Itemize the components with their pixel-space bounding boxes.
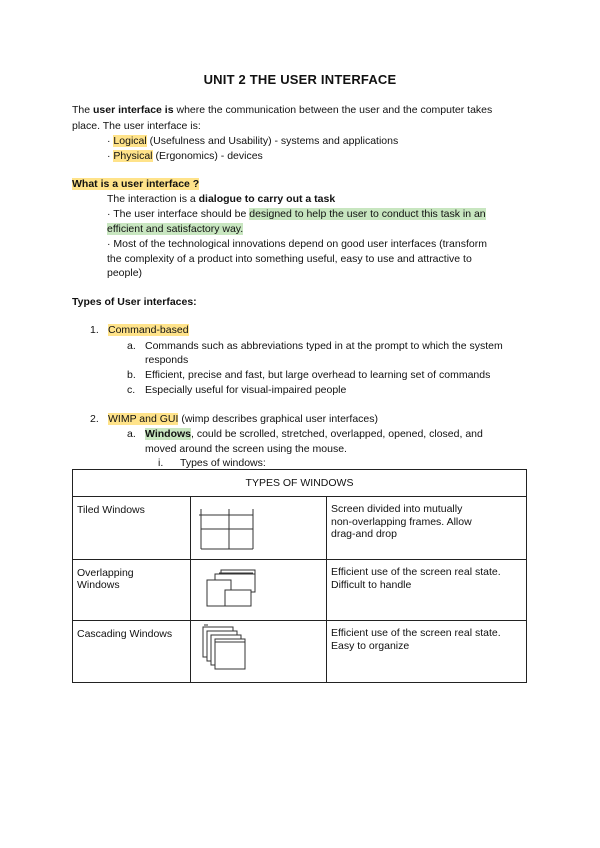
intro-line-2: place. The user interface is: xyxy=(72,120,201,132)
wimp-subsub-number: i. xyxy=(158,457,164,469)
desc-line: Efficient use of the screen real state. xyxy=(331,566,501,578)
row-name-tiled: Tiled Windows xyxy=(73,497,191,560)
row-icon-cell xyxy=(191,497,327,560)
item-text: (Usefulness and Usability) - systems and applications xyxy=(146,135,399,147)
list-number: 2. xyxy=(90,413,99,425)
desc-line: Efficient use of the screen real state. xyxy=(331,627,501,639)
section-heading-types xyxy=(72,296,197,308)
row-icon-cell xyxy=(191,621,327,683)
highlight-wimp-gui: WIMP and GUI xyxy=(108,413,179,425)
intro-line-1 xyxy=(72,104,492,116)
heading-text: Types of User interfaces: xyxy=(72,296,197,308)
highlight-command-based: Command-based xyxy=(108,324,189,336)
bullet: · xyxy=(107,135,114,147)
text: The interaction is a xyxy=(107,193,199,205)
what-is-line-2 xyxy=(107,208,486,220)
row-icon-cell xyxy=(191,560,327,621)
intro-bold-term: user interface is xyxy=(93,104,174,116)
page-title: UNIT 2 THE USER INTERFACE xyxy=(203,72,397,87)
row-name-cascading: Cascading Windows xyxy=(73,621,191,683)
heading-text: What is a user interface ? xyxy=(72,178,200,190)
tiled-windows-icon xyxy=(191,497,326,559)
overlapping-windows-icon xyxy=(191,560,326,620)
text: · The user interface should be xyxy=(107,208,250,220)
row-desc-cell xyxy=(327,621,527,683)
sub-item-a-line-2: responds xyxy=(145,354,189,366)
sub-item-b-letter: b. xyxy=(127,369,136,381)
row-name-line: Overlapping xyxy=(77,567,134,579)
highlight-logical: Logical xyxy=(113,135,147,147)
desc-line: Difficult to handle xyxy=(331,578,412,591)
sub-item-c-line-1: Especially useful for visual-impaired people xyxy=(145,384,347,396)
what-is-line-6: people) xyxy=(107,267,143,279)
desc-line: non-overlapping frames. Allow xyxy=(331,515,472,528)
sub-item-b-line-1: Efficient, precise and fast, but large overhead to learning set of commands xyxy=(145,369,491,381)
bullet: · xyxy=(107,150,114,162)
what-is-line-4: · Most of the technological innovations depend on good user interfaces (transform xyxy=(107,238,487,250)
desc-line: drag-and drop xyxy=(331,528,397,540)
list-item-wimp-gui xyxy=(90,413,378,425)
intro-text: where the communication between the user and the computer takes xyxy=(173,104,493,116)
intro-item-logical xyxy=(107,135,398,147)
list-number: 1. xyxy=(90,324,99,336)
green-highlight: efficient and satisfactory way. xyxy=(107,223,244,235)
what-is-line-1 xyxy=(107,193,335,205)
list-item-command-based xyxy=(90,324,189,336)
table-row xyxy=(73,560,527,621)
table-row xyxy=(73,497,527,560)
what-is-line-3 xyxy=(107,223,243,235)
row-name-cell xyxy=(73,560,191,621)
highlight-windows: Windows xyxy=(145,428,191,440)
desc-line: Screen divided into mutually xyxy=(331,503,463,515)
item-text: (Ergonomics) - devices xyxy=(152,150,263,162)
text: , could be scrolled, stretched, overlapped, opened, closed, and xyxy=(190,428,483,440)
intro-text: The xyxy=(72,104,94,116)
green-highlight: designed to help the user to conduct this task in an xyxy=(249,208,486,220)
bold-text: dialogue to carry out a task xyxy=(198,193,336,205)
desc-line: Easy to organize xyxy=(331,639,410,652)
cascading-windows-icon xyxy=(191,621,326,682)
wimp-sub-line-1 xyxy=(145,428,483,440)
windows-types-table xyxy=(72,469,527,683)
section-heading-what-is xyxy=(72,178,199,190)
sub-item-a-letter: a. xyxy=(127,340,136,352)
row-desc-cell xyxy=(327,497,527,560)
sub-item-c-letter: c. xyxy=(127,384,136,396)
what-is-line-5: the complexity of a product into something useful, easy to use and attractive to xyxy=(107,253,472,265)
wimp-sub-line-2: moved around the screen using the mouse. xyxy=(145,443,347,455)
intro-item-physical xyxy=(107,150,263,162)
table-row xyxy=(73,621,527,683)
row-name-line: Windows xyxy=(77,579,120,591)
sub-item-a-line-1: Commands such as abbreviations typed in at the prompt to which the system xyxy=(145,340,503,352)
table-header: TYPES OF WINDOWS xyxy=(73,470,527,497)
row-desc-cell xyxy=(327,560,527,621)
wimp-subsub-text: Types of windows: xyxy=(180,457,266,469)
item-text: (wimp describes graphical user interfaces) xyxy=(178,413,378,425)
wimp-sub-letter: a. xyxy=(127,428,136,440)
highlight-physical: Physical xyxy=(113,150,153,162)
